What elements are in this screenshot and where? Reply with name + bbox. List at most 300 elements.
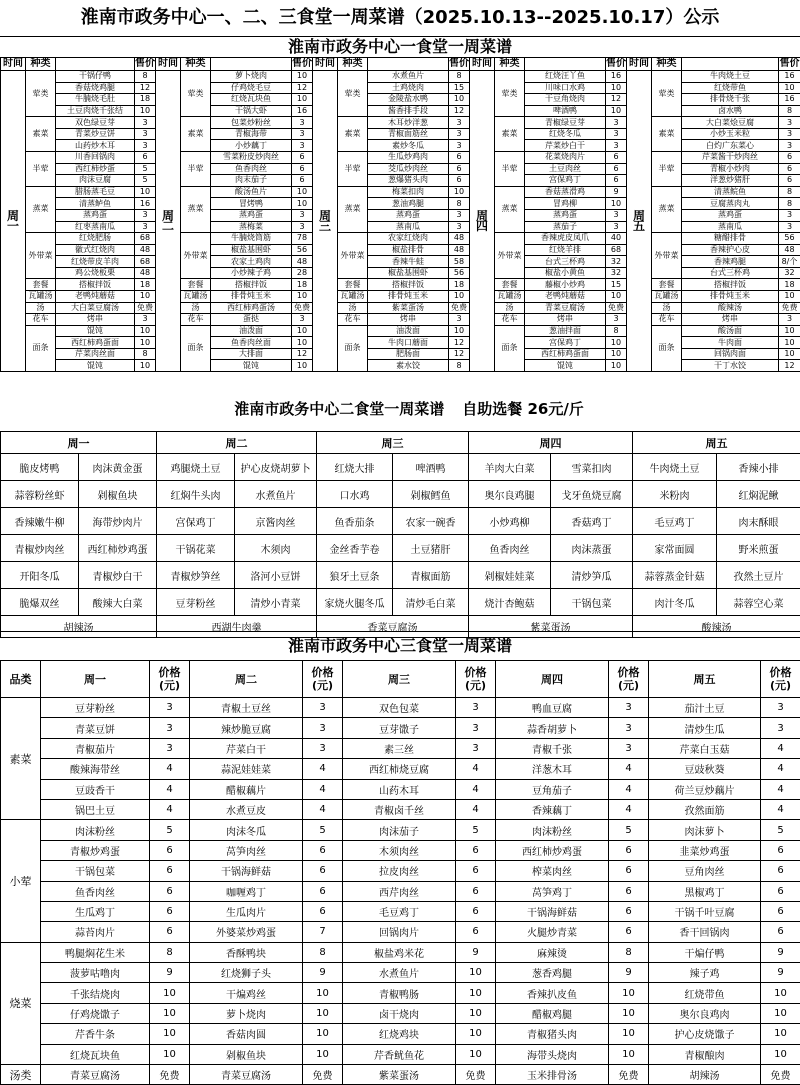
dish-name: 干锅仔鸭 bbox=[56, 71, 135, 83]
dish-price: 3 bbox=[779, 140, 800, 152]
dish-price: 10 bbox=[779, 82, 800, 94]
dish-price: 6 bbox=[761, 901, 800, 921]
dish-name: 荷兰豆炒藕片 bbox=[649, 779, 761, 799]
dish-name: 烤串 bbox=[682, 314, 779, 326]
dish-price: 4 bbox=[303, 779, 343, 799]
dish-name: 芹菜白玉菇 bbox=[649, 738, 761, 758]
dish-name: 干锅海鲜菇 bbox=[496, 901, 609, 921]
dish-price: 3 bbox=[761, 698, 800, 718]
dish-name: 紫菜蛋汤 bbox=[368, 302, 449, 314]
dish-price: 4 bbox=[761, 759, 800, 779]
dish-name: 红烧瓦块鱼 bbox=[41, 1044, 150, 1064]
dish-name: 海带头烧肉 bbox=[496, 1044, 609, 1064]
dish-name: 酸汤鱼片 bbox=[211, 186, 292, 198]
dish-name: 馄饨 bbox=[56, 325, 135, 337]
dish-price: 3 bbox=[135, 128, 156, 140]
dish-name: 口水鸡 bbox=[317, 481, 393, 508]
dish-name: 雪菜扣肉 bbox=[551, 454, 633, 481]
dish-name: 西红柿炒蛋 bbox=[56, 163, 135, 175]
day-header: 周二 bbox=[190, 661, 303, 698]
dish-name: 香辣鸡腿 bbox=[682, 256, 779, 268]
dish-price: 5 bbox=[135, 175, 156, 187]
dish-name: 蒸南瓜 bbox=[368, 221, 449, 233]
dish-price: 3 bbox=[609, 718, 649, 738]
dish-name: 青菜豆腐汤 bbox=[190, 1065, 303, 1085]
dish-name: 羊肉大白菜 bbox=[469, 454, 551, 481]
dish-name: 生瓜鸡丁 bbox=[41, 901, 150, 921]
dish-name: 香酥鸭块 bbox=[190, 942, 303, 962]
dish-name: 台式三杯鸡 bbox=[682, 267, 779, 279]
dish-name: 脆皮烤鸭 bbox=[1, 454, 79, 481]
dish-price: 3 bbox=[135, 314, 156, 326]
dish-price: 10 bbox=[449, 325, 470, 337]
dish-price: 4 bbox=[456, 759, 496, 779]
canteen2-section bbox=[0, 387, 800, 631]
dish-price: 4 bbox=[303, 759, 343, 779]
dish-price: 6 bbox=[150, 901, 190, 921]
category-label: 蒸菜 bbox=[26, 186, 56, 232]
dish-price: 3 bbox=[449, 128, 470, 140]
canteen1-title: 淮南市政务中心一食堂一周菜谱 bbox=[0, 37, 800, 57]
dish-name: 牛腩烧筒筋 bbox=[211, 233, 292, 245]
dish-name: 大白菜烩豆腐 bbox=[682, 117, 779, 129]
dish-name: 莴笋肉丝 bbox=[190, 840, 303, 860]
dish-price: 6 bbox=[150, 840, 190, 860]
dish-price: 5 bbox=[135, 163, 156, 175]
dish-price: 3 bbox=[135, 209, 156, 221]
canteen2-title-bar bbox=[0, 387, 800, 431]
dish-name: 莴笋鸡丁 bbox=[496, 881, 609, 901]
category-label: 半荤 bbox=[495, 152, 525, 187]
dish-name: 干锅千叶豆腐 bbox=[649, 901, 761, 921]
category-label: 汤 bbox=[338, 302, 368, 314]
menu-row bbox=[1, 759, 800, 779]
day-header: 周二 bbox=[157, 432, 317, 454]
dish-price: 6 bbox=[449, 175, 470, 187]
dish-price: 10 bbox=[456, 963, 496, 983]
dish-name: 韭菜炒鸡蛋 bbox=[649, 840, 761, 860]
day-header: 周四 bbox=[496, 661, 609, 698]
dish-price: 3 bbox=[303, 718, 343, 738]
dish-name: 青菜豆饼 bbox=[41, 718, 150, 738]
dish-price: 68 bbox=[135, 256, 156, 268]
page-title: 淮南市政务中心一、二、三食堂一周菜谱（2025.10.13--2025.10.17）公示 bbox=[0, 0, 800, 37]
dish-name: 冒鸡柳 bbox=[525, 198, 606, 210]
dish-price: 10 bbox=[303, 1044, 343, 1064]
category-label: 素菜 bbox=[181, 117, 211, 152]
dish-price: 3 bbox=[292, 221, 313, 233]
dish-price: 6 bbox=[761, 881, 800, 901]
dish-name: 香辣护心皮 bbox=[682, 244, 779, 256]
category-label: 花车 bbox=[495, 314, 525, 326]
day-header: 周五 bbox=[649, 661, 761, 698]
dish-name: 蒜泥娃娃菜 bbox=[190, 759, 303, 779]
dish-name: 搭椒拌饭 bbox=[368, 279, 449, 291]
dish-name: 毛豆鸡丁 bbox=[633, 508, 717, 535]
dish-name: 干煸仔鸭 bbox=[649, 942, 761, 962]
dish-name: 烤串 bbox=[56, 314, 135, 326]
menu-row bbox=[1, 186, 800, 198]
dish-name: 豆角肉丝 bbox=[649, 861, 761, 881]
dish-name: 榨菜肉丝 bbox=[496, 861, 609, 881]
dish-name: 蒸鸡蛋 bbox=[56, 209, 135, 221]
dish-name: 肉沫粉丝 bbox=[496, 820, 609, 840]
dish-price: 10 bbox=[606, 82, 627, 94]
dish-price: 6 bbox=[609, 840, 649, 860]
dish-price: 32 bbox=[606, 267, 627, 279]
dish-name: 西红柿鸡蛋汤 bbox=[211, 302, 292, 314]
dish-name: 香菇肉圆 bbox=[190, 1024, 303, 1044]
category-label: 汤 bbox=[652, 302, 682, 314]
dish-name: 红烧冬瓜 bbox=[525, 128, 606, 140]
dish-name: 农家红烧肉 bbox=[368, 233, 449, 245]
dish-name: 玉米排骨汤 bbox=[496, 1065, 609, 1085]
dish-price: 10 bbox=[779, 325, 800, 337]
dish-price: 4 bbox=[761, 799, 800, 819]
dish-name: 外婆菜炒鸡蛋 bbox=[190, 922, 303, 942]
dish-name: 金丝香芋卷 bbox=[317, 535, 393, 562]
dish-name: 辣子鸡 bbox=[649, 963, 761, 983]
canteen2-table bbox=[0, 431, 800, 638]
dish-price: 10 bbox=[609, 1024, 649, 1044]
dish-name: 宫保鸡丁 bbox=[525, 175, 606, 187]
header-dish bbox=[56, 58, 135, 71]
dish-name: 蒸鸡蛋 bbox=[211, 209, 292, 221]
dish-name: 回锅肉面 bbox=[682, 348, 779, 360]
dish-price: 3 bbox=[456, 738, 496, 758]
dish-name: 土豆肉烧千张结 bbox=[56, 105, 135, 117]
dish-name: 锅巴土豆 bbox=[41, 799, 150, 819]
dish-price: 免费 bbox=[292, 302, 313, 314]
dish-price: 10 bbox=[606, 348, 627, 360]
header-dish bbox=[211, 58, 292, 71]
dish-name: 青菜豆腐汤 bbox=[41, 1065, 150, 1085]
dish-name: 豆豉香干 bbox=[41, 779, 150, 799]
header-category: 种类 bbox=[495, 58, 525, 71]
canteen1-section bbox=[0, 37, 800, 387]
dish-name: 川味口水鸡 bbox=[525, 82, 606, 94]
dish-name: 排骨烧千张 bbox=[682, 94, 779, 106]
dish-name: 清蒸鲈鱼 bbox=[56, 198, 135, 210]
day-label: 周 四 bbox=[470, 71, 495, 372]
category-label: 外带菜 bbox=[495, 233, 525, 279]
category-label: 小荤 bbox=[1, 820, 41, 942]
menu-row bbox=[1, 117, 800, 129]
dish-name: 干锅包菜 bbox=[41, 861, 150, 881]
category-label: 素菜 bbox=[338, 117, 368, 152]
dish-price: 4 bbox=[609, 759, 649, 779]
dish-price: 6 bbox=[456, 881, 496, 901]
dish-name: 蒜香胡萝卜 bbox=[496, 718, 609, 738]
category-label: 花车 bbox=[181, 314, 211, 326]
dish-name: 搭椒拌饭 bbox=[56, 279, 135, 291]
dish-name: 牛肉口蘑面 bbox=[368, 337, 449, 349]
dish-price: 10 bbox=[292, 198, 313, 210]
dish-name: 茭瓜炒肉丝 bbox=[368, 163, 449, 175]
dish-price: 10 bbox=[303, 983, 343, 1003]
header-time: 时间 bbox=[627, 58, 652, 71]
dish-name: 拉皮肉丝 bbox=[343, 861, 456, 881]
dish-price: 10 bbox=[779, 337, 800, 349]
category-label: 素菜 bbox=[652, 117, 682, 152]
menu-row bbox=[1, 1044, 800, 1064]
dish-price: 免费 bbox=[135, 302, 156, 314]
dish-price: 16 bbox=[779, 94, 800, 106]
dish-name: 醋椒藕片 bbox=[190, 779, 303, 799]
dish-name: 香菇烧鸡腿 bbox=[56, 82, 135, 94]
dish-name: 青椒海带 bbox=[211, 128, 292, 140]
dish-name: 鸡公烧板栗 bbox=[56, 267, 135, 279]
dish-name: 水煮鱼片 bbox=[343, 963, 456, 983]
dish-name: 小炒藕丁 bbox=[211, 140, 292, 152]
dish-price: 18 bbox=[135, 94, 156, 106]
dish-name: 木须肉 bbox=[235, 535, 317, 562]
dish-row bbox=[1, 454, 800, 481]
dish-name: 香辣虎皮凤爪 bbox=[525, 233, 606, 245]
dish-price: 10 bbox=[456, 983, 496, 1003]
dish-price: 10 bbox=[150, 983, 190, 1003]
category-label: 蒸菜 bbox=[338, 186, 368, 232]
header-price: 售价 bbox=[779, 58, 800, 71]
dish-price: 18 bbox=[449, 279, 470, 291]
dish-name: 水煮鱼片 bbox=[235, 481, 317, 508]
dish-name: 排骨炖玉米 bbox=[368, 290, 449, 302]
dish-name: 搭椒拌饭 bbox=[211, 279, 292, 291]
dish-name: 酸辣大白菜 bbox=[79, 589, 157, 616]
dish-name: 脆爆双丝 bbox=[1, 589, 79, 616]
dish-price: 3 bbox=[292, 117, 313, 129]
dish-price: 10 bbox=[761, 1003, 800, 1023]
dish-name: 宫保鸡丁 bbox=[157, 508, 235, 535]
category-label: 汤类 bbox=[1, 1065, 41, 1085]
dish-price: 3 bbox=[456, 718, 496, 738]
dish-price: 40 bbox=[606, 233, 627, 245]
dish-name: 鱼香肉丝面 bbox=[211, 337, 292, 349]
category-label: 面条 bbox=[495, 325, 525, 371]
dish-name: 老鸭炖蘑菇 bbox=[525, 290, 606, 302]
dish-price: 3 bbox=[292, 314, 313, 326]
header-category: 种类 bbox=[652, 58, 682, 71]
dish-price: 68 bbox=[606, 244, 627, 256]
canteen3-table bbox=[0, 660, 800, 1085]
menu-row bbox=[1, 1003, 800, 1023]
dish-price: 3 bbox=[761, 718, 800, 738]
dish-name: 糖醋排骨 bbox=[682, 233, 779, 245]
dish-price: 6 bbox=[761, 840, 800, 860]
dish-price: 32 bbox=[779, 267, 800, 279]
dish-name: 蒸南瓜 bbox=[682, 221, 779, 233]
header-time: 时间 bbox=[156, 58, 181, 71]
menu-row bbox=[1, 983, 800, 1003]
dish-price: 3 bbox=[292, 140, 313, 152]
dish-price: 10 bbox=[292, 290, 313, 302]
dish-price: 12 bbox=[606, 94, 627, 106]
dish-price: 10 bbox=[609, 1003, 649, 1023]
dish-name: 香辣嫩牛柳 bbox=[1, 508, 79, 535]
category-label: 面条 bbox=[181, 325, 211, 371]
dish-price: 10 bbox=[292, 337, 313, 349]
dish-price: 免费 bbox=[609, 1065, 649, 1085]
menu-row bbox=[1, 963, 800, 983]
dish-name: 牛肉烧土豆 bbox=[633, 454, 717, 481]
dish-price: 6 bbox=[449, 152, 470, 164]
dish-price: 16 bbox=[779, 71, 800, 83]
dish-price: 3 bbox=[150, 718, 190, 738]
dish-price: 9 bbox=[303, 963, 343, 983]
dish-price: 48 bbox=[135, 267, 156, 279]
dish-name: 西红柿鸡蛋面 bbox=[56, 337, 135, 349]
dish-name: 豆豉秋葵 bbox=[649, 759, 761, 779]
menu-row bbox=[1, 942, 800, 962]
dish-price: 10 bbox=[449, 186, 470, 198]
dish-name: 椒盐基围虾 bbox=[368, 267, 449, 279]
header-category: 品类 bbox=[1, 661, 41, 698]
category-label: 半荤 bbox=[26, 152, 56, 187]
day-label: 周 三 bbox=[313, 71, 338, 372]
dish-price: 4 bbox=[150, 799, 190, 819]
dish-name: 山药木耳 bbox=[343, 779, 456, 799]
dish-name: 肉沫茄子 bbox=[343, 820, 456, 840]
dish-name: 麻辣烫 bbox=[496, 942, 609, 962]
dish-name: 烤串 bbox=[525, 314, 606, 326]
dish-price: 8 bbox=[606, 325, 627, 337]
dish-name: 护心皮烧馓子 bbox=[649, 1024, 761, 1044]
dish-name: 红烧肥肠 bbox=[56, 233, 135, 245]
menu-row bbox=[1, 922, 800, 942]
category-label: 瓦罐汤 bbox=[652, 290, 682, 302]
canteen3-title: 淮南市政务中心三食堂一周菜谱 bbox=[0, 632, 800, 660]
dish-price: 3 bbox=[456, 698, 496, 718]
category-label: 瓦罐汤 bbox=[26, 290, 56, 302]
menu-row bbox=[1, 820, 800, 840]
dish-price: 8 bbox=[303, 942, 343, 962]
dish-price: 10 bbox=[606, 337, 627, 349]
dish-price: 4 bbox=[150, 759, 190, 779]
dish-name: 椒盐排骨 bbox=[368, 244, 449, 256]
header-dish bbox=[525, 58, 606, 71]
dish-name: 土豆肉丝 bbox=[525, 163, 606, 175]
dish-name: 排骨炖玉米 bbox=[211, 290, 292, 302]
dish-price: 6 bbox=[609, 922, 649, 942]
dish-name: 木耳炒洋葱 bbox=[368, 117, 449, 129]
dish-name: 土鸡烧肉 bbox=[368, 82, 449, 94]
category-label: 瓦罐汤 bbox=[495, 290, 525, 302]
dish-name: 蒸鸡蛋 bbox=[682, 209, 779, 221]
dish-price: 5 bbox=[456, 820, 496, 840]
dish-name: 椒盐小黄鱼 bbox=[525, 267, 606, 279]
dish-name: 红烧瓦块鱼 bbox=[211, 94, 292, 106]
menu-row bbox=[1, 152, 800, 164]
dish-price: 10 bbox=[449, 94, 470, 106]
dish-price: 3 bbox=[292, 128, 313, 140]
dish-name: 排骨炖玉米 bbox=[682, 290, 779, 302]
dish-name: 小炒鸡柳 bbox=[469, 508, 551, 535]
dish-name: 酸汤面 bbox=[682, 325, 779, 337]
dish-price: 6 bbox=[456, 840, 496, 860]
dish-price: 10 bbox=[606, 105, 627, 117]
dish-price: 10 bbox=[303, 1003, 343, 1023]
dish-price: 6 bbox=[292, 152, 313, 164]
dish-name: 大排面 bbox=[211, 348, 292, 360]
dish-name: 千张结烧肉 bbox=[41, 983, 150, 1003]
header-dish bbox=[682, 58, 779, 71]
dish-row bbox=[1, 562, 800, 589]
dish-price: 6 bbox=[456, 861, 496, 881]
dish-name: 小炒玉米粒 bbox=[682, 128, 779, 140]
dish-price: 6 bbox=[303, 901, 343, 921]
dish-name: 酸辣海带丝 bbox=[41, 759, 150, 779]
dish-price: 56 bbox=[779, 233, 800, 245]
dish-name: 红烧带鱼 bbox=[682, 82, 779, 94]
dish-name: 油泼面 bbox=[368, 325, 449, 337]
soup-name: 西湖牛肉羹 bbox=[157, 616, 317, 638]
dish-price: 6 bbox=[606, 152, 627, 164]
dish-name: 洛河小豆饼 bbox=[235, 562, 317, 589]
dish-name: 西红柿炒鸡蛋 bbox=[496, 840, 609, 860]
dish-price: 4 bbox=[609, 799, 649, 819]
header-dish bbox=[368, 58, 449, 71]
dish-name: 花菜烧肉片 bbox=[525, 152, 606, 164]
dish-name: 青菜豆腐汤 bbox=[525, 302, 606, 314]
dish-price: 6 bbox=[779, 152, 800, 164]
dish-price: 3 bbox=[292, 209, 313, 221]
category-label: 瓦罐汤 bbox=[181, 290, 211, 302]
dish-name: 清炒毛白菜 bbox=[393, 589, 469, 616]
dish-price: 6 bbox=[609, 881, 649, 901]
dish-price: 6 bbox=[150, 861, 190, 881]
dish-price: 32 bbox=[606, 256, 627, 268]
dish-price: 8 bbox=[135, 348, 156, 360]
dish-price: 3 bbox=[303, 698, 343, 718]
header-time: 时间 bbox=[1, 58, 26, 71]
dish-name: 豆腐蒸肉丸 bbox=[682, 198, 779, 210]
dish-name: 台式三杯鸡 bbox=[525, 256, 606, 268]
dish-name: 蒜蓉蒸金针菇 bbox=[633, 562, 717, 589]
category-label: 面条 bbox=[652, 325, 682, 371]
dish-price: 16 bbox=[606, 71, 627, 83]
dish-name: 鱼香肉丝 bbox=[41, 881, 150, 901]
dish-price: 6 bbox=[609, 901, 649, 921]
header-category: 种类 bbox=[181, 58, 211, 71]
dish-name: 肉汁冬瓜 bbox=[633, 589, 717, 616]
dish-price: 6 bbox=[456, 901, 496, 921]
category-label: 套餐 bbox=[495, 279, 525, 291]
dish-price: 8 bbox=[779, 198, 800, 210]
dish-price: 6 bbox=[303, 861, 343, 881]
dish-price: 3 bbox=[303, 738, 343, 758]
dish-name: 葱爆猪头肉 bbox=[368, 175, 449, 187]
dish-name: 牛肉烧土豆 bbox=[682, 71, 779, 83]
dish-price: 3 bbox=[449, 140, 470, 152]
header-time: 时间 bbox=[470, 58, 495, 71]
canteen1-header-row bbox=[1, 58, 800, 71]
dish-price: 免费 bbox=[761, 1065, 800, 1085]
dish-price: 12 bbox=[449, 105, 470, 117]
header-price: 价格 (元) bbox=[456, 661, 496, 698]
dish-name: 老鸭炖蘑菇 bbox=[56, 290, 135, 302]
dish-price: 免费 bbox=[150, 1065, 190, 1085]
dish-name: 蒜蓉粉丝虾 bbox=[1, 481, 79, 508]
dish-price: 免费 bbox=[606, 302, 627, 314]
dish-price: 18 bbox=[779, 279, 800, 291]
menu-row bbox=[1, 718, 800, 738]
canteen1-table bbox=[0, 57, 800, 372]
dish-price: 6 bbox=[456, 922, 496, 942]
dish-name: 青椒绿豆芽 bbox=[525, 117, 606, 129]
day-header: 周四 bbox=[469, 432, 633, 454]
header-price: 价格 (元) bbox=[609, 661, 649, 698]
dish-name: 红烧羊排 bbox=[525, 244, 606, 256]
